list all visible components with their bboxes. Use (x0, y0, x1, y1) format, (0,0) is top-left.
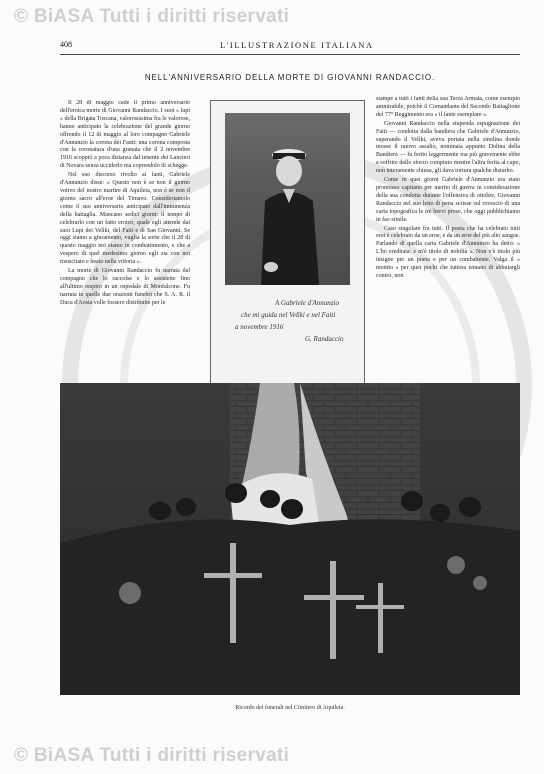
dedication-line-3: a novembre 1916 (235, 323, 284, 331)
header-rule (60, 54, 520, 55)
funeral-photograph (60, 383, 520, 695)
portrait-card (210, 100, 365, 385)
funeral-scene (60, 383, 520, 695)
watermark-bottom: © BiASA Tutti i diritti riservati (14, 745, 290, 766)
officer-figure (247, 139, 329, 285)
watermark-top: © BiASA Tutti i diritti riservati (14, 6, 290, 27)
journal-name: L'ILLUSTRAZIONE ITALIANA (220, 40, 374, 50)
left-paragraph-3: La morte di Giovanni Randaccio fu narrata dal compagno che lo raccolse e lo assistette fino all'ultimo respiro in un ospedale di Monfalcone. Fu narrata in quelle due orazioni funebri che S. A. R. il Duca d'Aosta volle fossero distribuite per le (60, 268, 190, 306)
dedication-line-1: A Gabriele d'Annunzio (275, 299, 339, 307)
right-paragraph-3: Come in quei giorni Gabriele d'Annunzio era stato promosso capitano per merito di guerra in considerazione della sua condotta durante l'offensiva di ottobre, Giovanni Randaccio nel suo letto di pena scrisse sul rovescio di una carta topografica le tre brevi prose, che oggi pubblichiamo in fac-simile. (376, 177, 520, 223)
left-paragraph-2: Nel suo discorso rivolto ai fanti, Gabriele d'Annunzio disse: « Questo non è se non il giorno votivo del nostro martire di Aquileia, non è se non il giorno sacro all'eroe del Timavo. Consideriamolo come il suo anniversario anticipato dall'imminenza della battaglia. Mancano sedici giorni: il tempo di celebrarlo con un fatto eroico, quale egli attende dai suoi Lupi dei Velìki, del Faiti e di San Giovanni. Se oggi siamo a giuramento, vuglia la sorte che il 28 di questo maggio noi siamo in combattimento, e che a vespero di quel medesimo giorno egli sia con noi risuscitato e beato nella vittoria ». (60, 172, 190, 266)
right-text-column (376, 96, 520, 381)
left-paragraph-1: Il 28 di maggio cade il primo anniversario dell'eroica morte di Giovanni Randaccio. I suoi « lupi » della Brigata Toscana, valorosissima fra le valorose, hanno anticipato la celebrazione del grande giorno offrendo il 12 di maggio al loro compagno Gabriele d'Annunzio la corona dei Fanti: una corona composta con la coronatura d'una granata che il 2 novembre 1916 scoppiò a poca distanza dal tenente dei Lancieri di Novara senza ucciderlo ma coprendolo di schegge. (60, 100, 190, 170)
page-number: 408 (60, 40, 72, 49)
right-paragraph-2: Giovanni Randaccio nella stupenda espugnazione dei Faiti — condotta dalla bandiera che Gabriele d'Annunzio, superando il Velìki, aveva portata nella sinolina donde mosse il nuovo assalto, nominata appunto Dolina della Bandiera — fu ferito leggermente ma più gravemente ebbe a soffrire dello sforzo compiuto mentre l'altra ferita al capo, non interamente chiusa, gli dava tortura qualche disturbo. (376, 120, 520, 175)
article-title: NELL'ANNIVERSARIO DELLA MORTE DI GIOVANNI RANDACCIO. (144, 73, 436, 82)
running-header (60, 40, 520, 54)
dedication-line-2: che mi guida nel Velìki e nel Faiti (241, 311, 336, 319)
dedication-signature: G. Randaccio (305, 335, 344, 343)
handwritten-dedication (221, 297, 356, 345)
right-paragraph-1: stampe a tutti i fanti della sua Terza Armata, come esempio ammirabile, poichè il Comandante del Secondo Battaglione del 77° Reggimento era « il fante esemplare ». (376, 96, 520, 118)
photo-caption: Ricordo dei funerali nel Cimitero di Aquileia. (235, 705, 345, 711)
right-paragraph-4: Caso singolare fra tutti. Il poeta che ha celebrato tutti eroi è celebrato da un eroe, e da un eroe del più alto sangue. Parlando di quella carta Gabriele d'Annunzio ha detto: « L'ho ereditata: e m'è titolo di nobiltà ». Non v'è titolo più insigne per un poeta e per un combattente. Valga il « monito » per quei pochi che tuttora tentano di abbuiargli contro, non (376, 225, 520, 279)
portrait-photo (225, 113, 350, 285)
left-text-column (60, 100, 190, 370)
